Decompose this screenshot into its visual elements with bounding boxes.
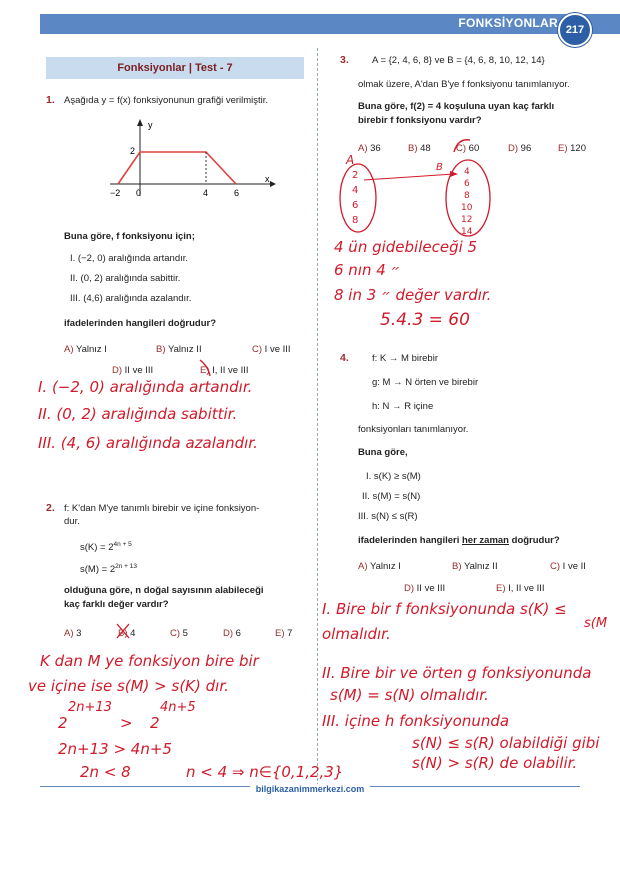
q4-note: s(M) = s(N) olmalıdır. — [330, 686, 489, 704]
q4-line: f: K → M birebir — [372, 353, 438, 364]
set-b-element: 8 — [464, 191, 470, 201]
q3-note: 5.4.3 = 60 — [380, 310, 470, 330]
set-a-element: 8 — [352, 215, 359, 226]
q1-note: II. (0, 2) aralığında sabittir. — [38, 405, 238, 423]
set-a-element: 4 — [352, 185, 359, 196]
x-label: x — [265, 174, 270, 184]
q1-number: 1. — [46, 94, 55, 106]
q1-lead: Buna göre, f fonksiyonu için; — [64, 231, 195, 242]
q2-option-c[interactable]: C) 5 — [170, 628, 188, 639]
q3-option-e[interactable]: E) 120 — [558, 143, 586, 154]
q3-note: 4 ün gidebileceği 5 — [334, 238, 478, 256]
q2-note-base: 2 — [58, 714, 68, 732]
mapping-arrow — [364, 174, 454, 180]
q3-note: 8 in ״ 3 değer vardır. — [334, 286, 492, 304]
q4-note: II. Bire bir ve örten g fonksiyonunda — [322, 664, 592, 682]
q4-line: g: M → N örten ve birebir — [372, 377, 479, 388]
footer-site: bilgikazanimmerkezi.com — [250, 784, 371, 794]
q2-note: ve içine ise s(M) > s(K) dır. — [28, 677, 229, 695]
q4-stem: fonksiyonları tanımlanıyor. — [358, 424, 469, 435]
q2-option-e[interactable]: E) 7 — [275, 628, 293, 639]
q4-note: s(N) ≤ s(R) olabildiği gibi — [412, 734, 600, 752]
q4-note: III. içine h fonksiyonunda — [322, 712, 510, 730]
test-title: Fonksiyonlar | Test - 7 — [46, 57, 304, 79]
set-a-element: 2 — [352, 170, 359, 181]
q3-option-d[interactable]: D) 96 — [508, 143, 532, 154]
q4-item: I. s(K) ≥ s(M) — [366, 471, 421, 482]
set-a-element: 6 — [352, 200, 359, 211]
q2-stem: f: K'dan M'ye tanımlı birebir ve içine fonksiyon- — [64, 503, 260, 514]
answer-mark-q1 — [196, 358, 214, 378]
q2-note-exponent: 4n+5 — [160, 700, 196, 715]
mapping-arrowhead — [450, 171, 458, 177]
q2-note-exponent: 2n+13 — [68, 700, 112, 715]
set-b-element: 12 — [461, 215, 473, 225]
q2-equation-m: $s(M) = 2^{2n + 13}$ — [80, 563, 137, 576]
q1-graph — [100, 116, 290, 206]
q4-option-e[interactable]: E) I, II ve III — [496, 583, 545, 594]
q3-number: 3. — [340, 54, 349, 66]
y-value-label: 2 — [130, 146, 136, 156]
answer-mark-q2 — [114, 622, 132, 640]
q4-option-c[interactable]: C) I ve II — [550, 561, 586, 572]
q1-option-a[interactable]: A) Yalnız I — [64, 344, 107, 355]
footer — [0, 784, 620, 794]
page-number: 217 — [558, 13, 592, 47]
q3-option-a[interactable]: A) 36 — [358, 143, 381, 154]
q2-note-base: 2 — [150, 714, 160, 732]
q2-option-b[interactable]: B) 4 — [118, 628, 136, 639]
set-b-element: 14 — [461, 227, 473, 237]
q4-number: 4. — [340, 352, 349, 364]
y-label: y — [148, 120, 153, 130]
set-b-element: 4 — [464, 167, 470, 177]
q4-line: h: N → R içine — [372, 401, 434, 412]
x-axis-arrow — [270, 181, 276, 187]
q4-note: I. Bire bir f fonksiyonunda s(K) ≤ — [322, 600, 567, 618]
q1-item: III. (4,6) aralığında azalandır. — [70, 293, 192, 304]
x-tick: −2 — [110, 188, 121, 198]
q1-option-e[interactable]: E) I, II ve III — [200, 365, 249, 376]
y-axis-arrow — [137, 119, 143, 126]
q4-item: II. s(M) = s(N) — [362, 491, 421, 502]
q3-stem: olmak üzere, A'dan B'ye f fonksiyonu tanımlanıyor. — [358, 79, 570, 90]
q4-note: olmalıdır. — [322, 625, 391, 643]
q1-stem: Aşağıda y = f(x) fonksiyonunun grafiği verilmiştir. — [64, 95, 269, 106]
q2-note: > — [120, 714, 133, 732]
q3-set-diagram — [338, 152, 508, 242]
q2-note: 2n+13 > 4n+5 — [58, 740, 172, 758]
q3-option-c[interactable]: C) 60 — [456, 143, 480, 154]
q1-option-d[interactable]: D) II ve III — [112, 365, 154, 376]
q1-question: ifadelerinden hangileri doğrudur? — [64, 318, 217, 329]
q2-number: 2. — [46, 502, 55, 514]
set-b-label: B — [436, 162, 443, 173]
q1-item: II. (0, 2) aralığında sabittir. — [70, 273, 181, 284]
q2-equation-k: $s(K) = 2^{4n + 5}$ — [80, 541, 132, 554]
function-curve — [118, 152, 236, 184]
column-divider — [317, 48, 318, 786]
q2-option-a[interactable]: A) 3 — [64, 628, 82, 639]
q4-option-a[interactable]: A) Yalnız I — [358, 561, 401, 572]
q1-note: I. (−2, 0) aralığında artandır. — [38, 378, 253, 396]
q1-note: III. (4, 6) aralığında azalandır. — [38, 434, 258, 452]
q4-note: s(M — [584, 616, 608, 631]
q2-question: olduğuna göre, n doğal sayısının alabileceği — [64, 585, 264, 596]
q2-option-d[interactable]: D) 6 — [223, 628, 241, 639]
set-b-element: 10 — [461, 203, 473, 213]
q1-option-b[interactable]: B) Yalnız II — [156, 344, 202, 355]
q4-item: III. s(N) ≤ s(R) — [358, 511, 418, 522]
q4-question: ifadelerinden hangileri her zaman doğrudur? — [358, 535, 560, 546]
q3-question: Buna göre, f(2) = 4 koşuluna uyan kaç farklı — [358, 101, 555, 112]
q3-note: 6 nın ״ 4 — [334, 261, 401, 279]
q2-note: 2n < 8 — [80, 763, 131, 781]
q2-note: K dan M ye fonksiyon bire bir — [40, 652, 259, 670]
q3-option-b[interactable]: B) 48 — [408, 143, 431, 154]
set-b-element: 6 — [464, 179, 470, 189]
q4-option-d[interactable]: D) II ve III — [404, 583, 446, 594]
x-tick: 4 — [203, 188, 209, 198]
x-tick: 6 — [234, 188, 240, 198]
q1-item: I. (−2, 0) aralığında artandır. — [70, 253, 189, 264]
q4-note: s(N) > s(R) de olabilir. — [412, 754, 578, 772]
q1-option-c[interactable]: C) I ve III — [252, 344, 291, 355]
chapter-title: FONKSİYONLAR — [458, 16, 558, 30]
q4-lead: Buna göre, — [358, 447, 408, 458]
set-a-label: A — [346, 153, 355, 167]
x-tick: 0 — [136, 188, 142, 198]
q3-question: birebir f fonksiyonu vardır? — [358, 115, 482, 126]
q2-question: kaç farklı değer vardır? — [64, 599, 169, 610]
q3-stem: A = {2, 4, 6, 8} ve B = {4, 6, 8, 10, 12, 14} — [372, 55, 545, 66]
q4-option-b[interactable]: B) Yalnız II — [452, 561, 498, 572]
q2-stem: dur. — [64, 516, 80, 527]
q2-note: n < 4 ⇒ n∈{0,1,2,3} — [186, 763, 344, 781]
